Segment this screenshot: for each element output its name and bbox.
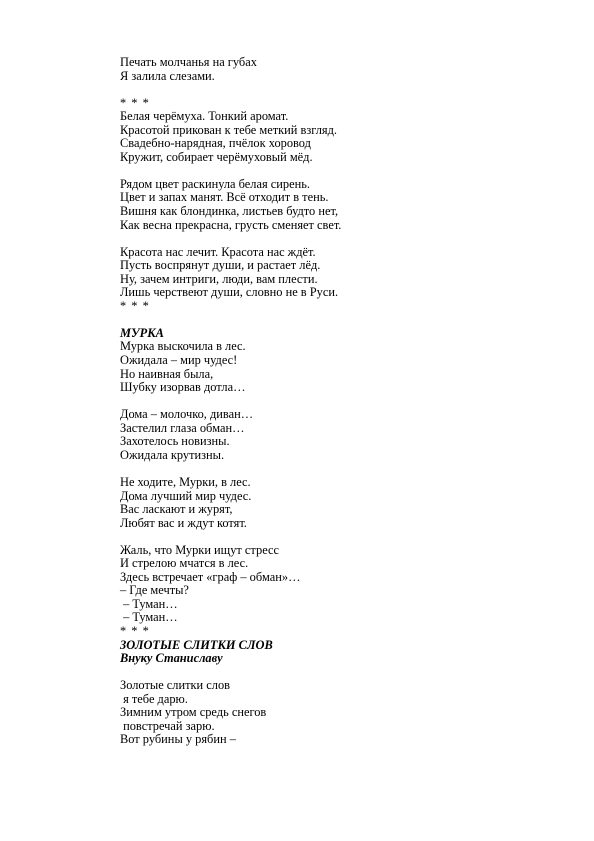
blank-line [120,395,560,409]
poem-line: Застелил глаза обман… [120,420,245,435]
poem-line: Лишь черствеют души, словно не в Руси. [120,285,339,300]
poem-title: МУРКА [120,325,164,340]
poem-line: Свадебно-нарядная, пчёлок хоровод [120,136,311,151]
poem-dedication: Внуку Станиславу [120,651,223,666]
poem-line: Мурка выскочила в лес. [120,339,246,354]
poem-line: Зимним утром средь снегов [120,705,267,720]
poem-line: Здесь встречает «граф – обман»… [120,569,301,584]
poem-line: Но наивная была, [120,366,214,381]
poem-line: Любят вас и ждут котят. [120,515,247,530]
poem-line: Ну, зачем интриги, люди, вам плести. [120,271,318,286]
section-separator: * * * [120,623,150,638]
poem-line: – Где мечты? [120,583,189,598]
poem-line: Цвет и запах манят. Всё отходит в тень. [120,190,329,205]
poem-line: Я залила слезами. [120,68,215,83]
poem-title: ЗОЛОТЫЕ СЛИТКИ СЛОВ [120,637,273,652]
poem-line: – Туман… [120,610,178,625]
poem-line: повстречай зарю. [120,718,215,733]
poem-murka [120,327,560,639]
document-page [120,56,560,747]
blank-line [120,83,560,97]
poem-line: Дома – молочко, диван… [120,407,254,422]
poem-line: я тебе дарю. [120,691,188,706]
blank-line [120,313,560,327]
blank-line [120,530,560,544]
poem-line: Печать молчанья на губах [120,55,257,69]
poem-line: Ожидала – мир чудес! [120,353,238,368]
section-separator: * * * [120,298,150,313]
poem-line: Ожидала крутизны. [120,447,225,462]
poem-line: Не ходите, Мурки, в лес. [120,474,251,489]
poem-line: Вишня как блондинка, листьев будто нет, [120,204,339,219]
poem-zolotye [120,639,560,747]
poem-line: Пусть воспрянут души, и растает лёд. [120,258,321,273]
poem-line: Шубку изорвав дотла… [120,380,246,395]
section-separator: * * * [120,95,150,110]
poem-line: Как весна прекрасна, грусть сменяет свет. [120,217,342,232]
poem-line: Вот рубины у рябин – [120,732,236,747]
poem-line: Красота нас лечит. Красота нас ждёт. [120,244,316,259]
poem-line: Красотой прикован к тебе меткий взгляд. [120,122,338,137]
poem-cheremukha [120,97,560,314]
poem-line: И стрелою мчатся в лес. [120,556,249,571]
poem-line: Рядом цвет раскинула белая сирень. [120,176,310,191]
poem-line: Вас ласкают и журят, [120,502,233,517]
blank-line [120,164,560,178]
poem-line: Захотелось новизны. [120,434,230,449]
poem-line: – Туман… [120,596,178,611]
blank-line [120,666,560,680]
poem-line: Кружит, собирает черёмуховый мёд. [120,149,313,164]
poem-tail [120,56,560,83]
poem-line: Золотые слитки слов [120,678,230,693]
poem-line: Дома лучший мир чудес. [120,488,252,503]
poem-line: Белая черёмуха. Тонкий аромат. [120,109,289,124]
poem-line: Жаль, что Мурки ищут стресс [120,542,280,557]
blank-line [120,232,560,246]
blank-line [120,462,560,476]
